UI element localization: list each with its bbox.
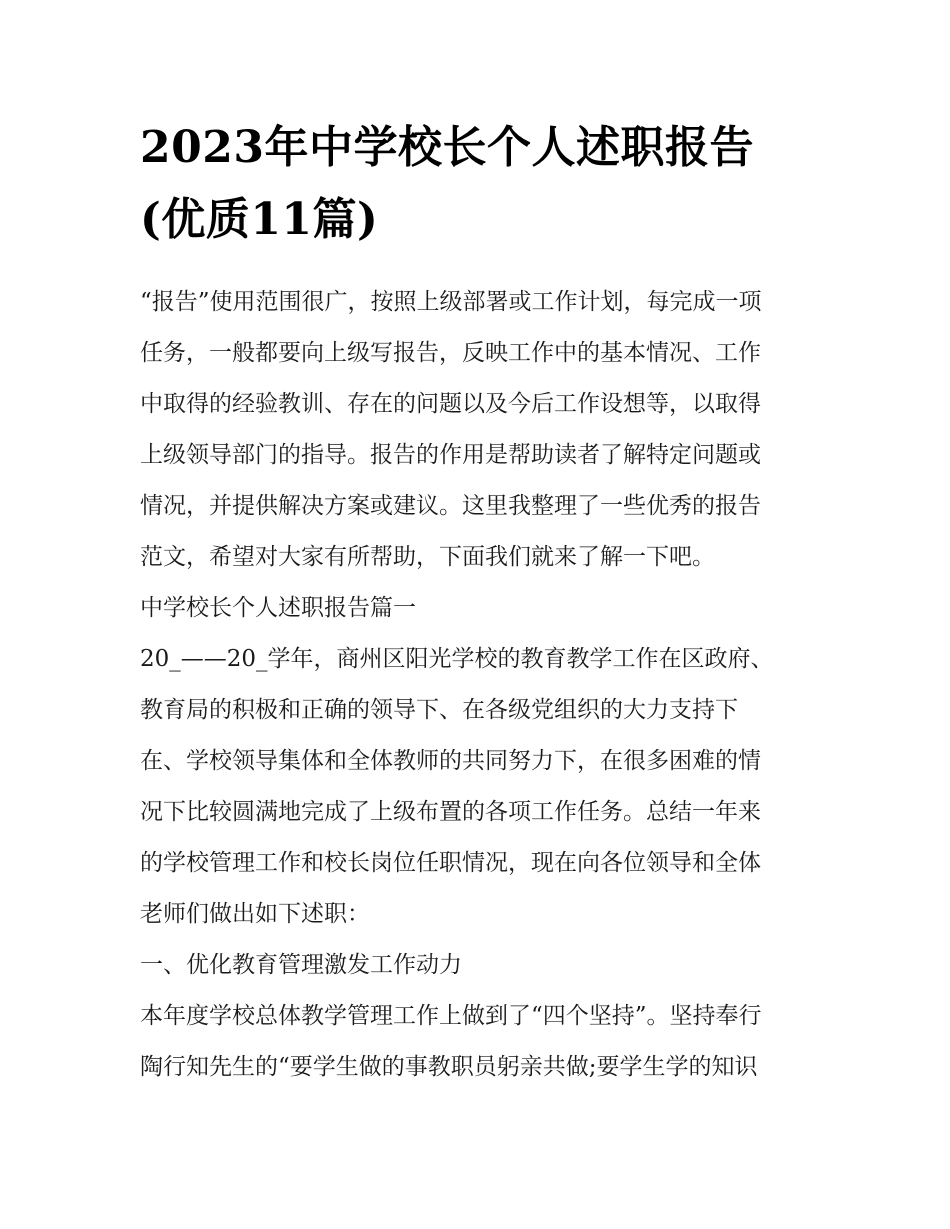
intro-line: “报告”使用范围很广，按照上级部署或工作计划，每完成一项 [140,289,762,315]
document-title [140,112,840,256]
paragraph-line: 况下比较圆满地完成了上级布置的各项工作任务。总结一年来 [140,799,761,825]
document-body [140,277,840,1093]
intro-line: 任务，一般都要向上级写报告，反映工作中的基本情况、工作 [140,340,761,366]
paragraph-line: 的学校管理工作和校长岗位任职情况，现在向各位领导和全体 [140,850,761,876]
intro-line: 中取得的经验教训、存在的问题以及今后工作设想等，以取得 [140,391,761,417]
paragraph-line: 教育局的积极和正确的领导下、在各级党组织的大力支持下 [140,697,738,723]
paragraph-line: 20_——20_学年，商州区阳光学校的教育教学工作在区政府、 [140,646,774,672]
subheading: 一、优化教育管理激发工作动力 [140,952,462,978]
paragraph-line: 本年度学校总体教学管理工作上做到了“四个坚持”。坚持奉行 [140,1003,762,1029]
paragraph-line: 陶行知先生的“要学生做的事教职员躬亲共做;要学生学的知识 [140,1054,758,1080]
intro-line: 范文，希望对大家有所帮助，下面我们就来了解一下吧。 [140,544,715,570]
title-line-2: (优质11篇) [140,194,379,245]
paragraph-line: 在、学校领导集体和全体教师的共同努力下，在很多困难的情 [140,748,761,774]
intro-line: 情况，并提供解决方案或建议。这里我整理了一些优秀的报告 [140,493,761,519]
section-heading: 中学校长个人述职报告篇一 [140,595,416,621]
paragraph-line: 老师们做出如下述职： [140,901,370,927]
intro-line: 上级领导部门的指导。报告的作用是帮助读者了解特定问题或 [140,442,761,468]
title-line-1: 2023年中学校长个人述职报告 [140,122,754,173]
